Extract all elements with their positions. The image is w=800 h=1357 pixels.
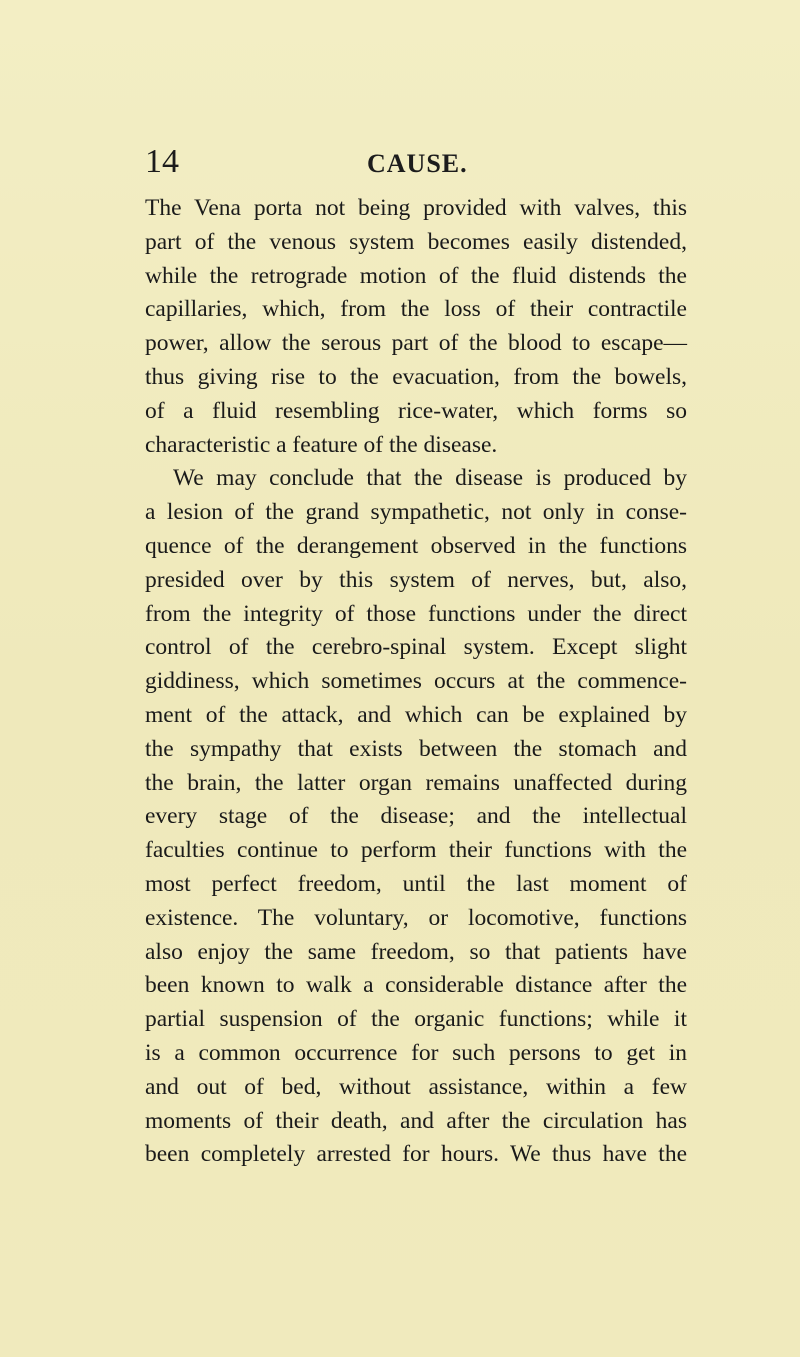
text-line: and out of bed, without assistance, within a few <box>145 1073 687 1100</box>
text-line: quence of the derangement observed in the functions <box>145 532 687 559</box>
text-line: existence. The voluntary, or locomotive, functions <box>145 904 687 931</box>
text-line: partial suspension of the organic functions; while it <box>145 1006 687 1033</box>
text-line: The Vena porta not being provided with valves, this <box>145 195 687 221</box>
text-line: a lesion of the grand sympathetic, not only in conse- <box>145 499 687 526</box>
running-head: CAUSE. <box>367 149 468 178</box>
page-number: 14 <box>145 143 179 180</box>
text-line: We may conclude that the disease is produced by <box>173 465 687 492</box>
text-line: moments of their death, and after the circulation has <box>145 1107 687 1134</box>
text-line: every stage of the disease; and the intellectual <box>145 803 687 830</box>
text-line: from the integrity of those functions under the direct <box>145 600 687 627</box>
text-line: part of the venous system becomes easily distended, <box>145 228 687 255</box>
text-line: characteristic a feature of the disease. <box>145 431 498 458</box>
text-line: ment of the attack, and which can be explained by <box>145 701 687 728</box>
text-line: faculties continue to perform their functions with the <box>145 837 687 864</box>
text-line: power, allow the serous part of the blood to escape— <box>145 330 687 357</box>
text-line: of a fluid resembling rice-water, which forms so <box>145 397 687 424</box>
text-line: also enjoy the same freedom, so that patients have <box>145 938 687 965</box>
text-line: been completely arrested for hours. We thus have the <box>145 1141 687 1168</box>
text-line: giddiness, which sometimes occurs at the commence- <box>145 668 687 695</box>
text-line: most perfect freedom, until the last moment of <box>145 870 687 897</box>
text-line: is a common occurrence for such persons to get in <box>145 1039 687 1066</box>
text-line: been known to walk a considerable distance after the <box>145 972 687 999</box>
text-line: control of the cerebro-spinal system. Except slight <box>145 634 687 661</box>
text-line: capillaries, which, from the loss of their contractile <box>145 296 687 323</box>
page-header <box>145 142 665 186</box>
text-line: the brain, the latter organ remains unaffected during <box>145 769 687 796</box>
text-line: the sympathy that exists between the stomach and <box>145 735 687 762</box>
text-line: thus giving rise to the evacuation, from the bowels, <box>145 363 687 390</box>
text-line: presided over by this system of nerves, but, also, <box>145 566 687 593</box>
body-text <box>145 192 687 1172</box>
text-line: while the retrograde motion of the fluid distends the <box>145 262 687 289</box>
